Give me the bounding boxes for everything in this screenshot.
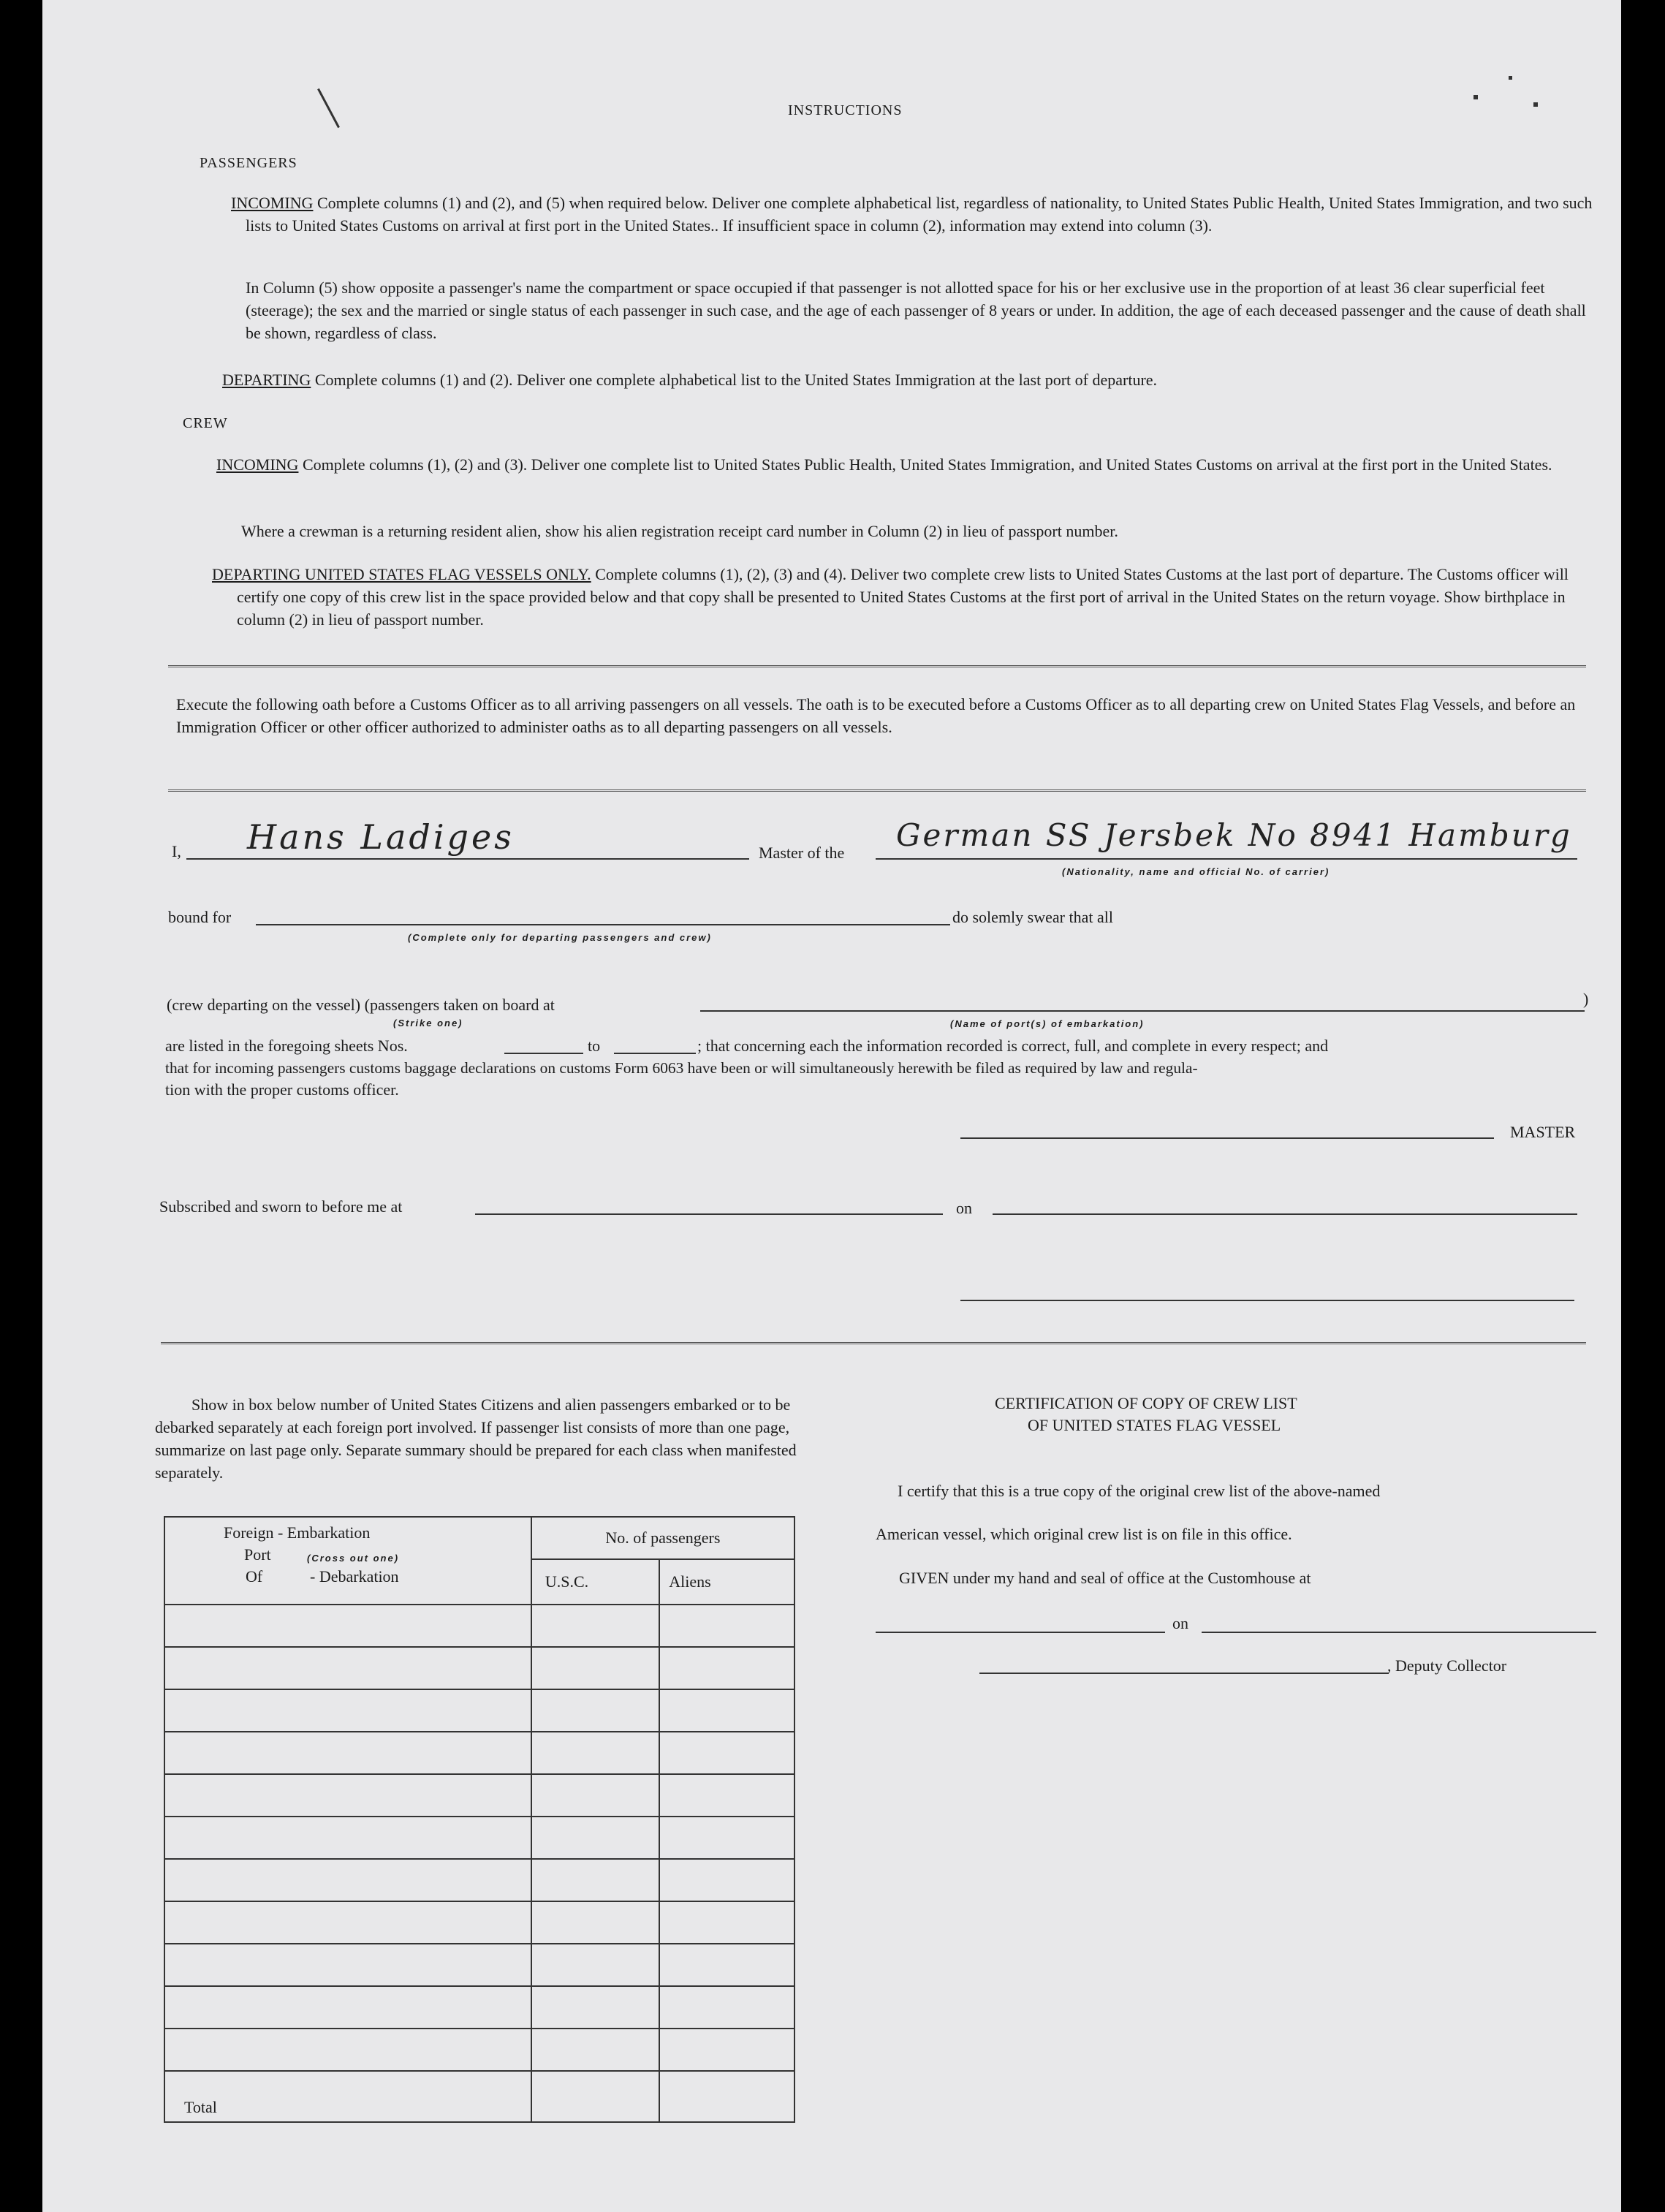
sheet-from-line	[504, 1053, 583, 1054]
listed-text-a: are listed in the foregoing sheets Nos.	[165, 1037, 408, 1055]
scan-mark	[1474, 95, 1478, 99]
officer-signature-line	[960, 1300, 1574, 1301]
subscribed-on-label: on	[956, 1199, 972, 1217]
customhouse-place-line	[876, 1632, 1165, 1633]
total-label: Total	[164, 2071, 531, 2122]
master-name-signature: Hans Ladiges	[247, 817, 515, 857]
crew-departing-label: (crew departing on the vessel) (passengers taken on board at	[167, 996, 555, 1014]
page-title: INSTRUCTIONS	[788, 102, 903, 118]
oath-i-label: I,	[172, 842, 181, 860]
table-row	[164, 1901, 794, 1944]
passengers-departing-paragraph	[222, 368, 1596, 391]
crew-incoming-text: Complete columns (1), (2) and (3). Deliver one complete list to United States Public Health, United States Immigration, and United States Customs on arrival at the first port in the United States.	[302, 455, 1552, 474]
scan-mark	[1533, 102, 1538, 107]
crew-incoming-label: INCOMING	[216, 455, 299, 474]
deputy-signature-line	[979, 1673, 1389, 1674]
col1-port: Port	[244, 1545, 271, 1564]
crew-incoming-paragraph	[216, 453, 1583, 476]
passengers-heading: PASSENGERS	[200, 155, 297, 171]
passengers-group-header: No. of passengers	[531, 1517, 794, 1559]
listed-text-b: ; that concerning each the information recorded is correct, full, and complete in every respect; and	[697, 1037, 1329, 1055]
document-page	[42, 0, 1621, 2212]
certification-date-line	[1202, 1632, 1596, 1633]
crew-heading: CREW	[183, 415, 228, 431]
scan-mark	[1509, 76, 1512, 80]
certification-text-1: I certify that this is a true copy of the original crew list of the above-named	[898, 1482, 1381, 1500]
section-divider	[168, 665, 1586, 667]
usc-header: U.S.C.	[531, 1559, 659, 1605]
col1-of: Of	[246, 1567, 263, 1586]
master-label: MASTER	[1510, 1123, 1576, 1141]
subscribed-place-line	[475, 1213, 943, 1215]
col1-debarkation: - Debarkation	[310, 1567, 399, 1586]
table-row	[164, 2029, 794, 2071]
total-row	[164, 2071, 794, 2122]
listed-text-d: tion with the proper customs officer.	[165, 1080, 399, 1099]
table-row	[164, 1944, 794, 1986]
passengers-departing-text: Complete columns (1) and (2). Deliver one complete alphabetical list to the United States Immigration at the last port of departure.	[314, 371, 1158, 389]
passenger-summary-table	[164, 1516, 795, 2123]
master-of-label: Master of the	[759, 844, 845, 862]
table-row	[164, 1817, 794, 1859]
crew-departing-paragraph	[212, 563, 1596, 631]
passengers-column5-paragraph: In Column (5) show opposite a passenger's name the compartment or space occupied if that passenger is not allotted space for his or her exclusive use in the proportion of at least 36 clear superficial feet (steerage); the sex and the married or single status of each passenger in such case, and the age of each passenger of 8 years or under. In addition, the age of each deceased passenger and the cause of death shall be shown, regardless of class.	[246, 279, 1586, 342]
crew-departing-label: DEPARTING UNITED STATES FLAG VESSELS ONLY.	[212, 565, 591, 583]
table-row	[164, 1647, 794, 1689]
passengers-incoming-label: INCOMING	[231, 194, 314, 212]
certification-on-label: on	[1172, 1614, 1188, 1632]
section-divider	[161, 1342, 1586, 1344]
port-caption: (Name of port(s) of embarkation)	[950, 1018, 1145, 1029]
table-row	[164, 1859, 794, 1901]
crew-departing-text: Complete columns (1), (2), (3) and (4). Deliver two complete crew lists to United States Customs at the last port of departure. The Customs officer will certify one copy of this crew list in the space provided below and that copy shall be presented to United States Customs at the first port of arrival in the United States on the return voyage. Show birthplace in column (2) in lieu of passport number.	[237, 565, 1569, 629]
master-signature-line	[960, 1137, 1494, 1139]
table-row	[164, 1689, 794, 1732]
subscribed-label: Subscribed and sworn to before me at	[159, 1197, 403, 1216]
summary-paragraph: Show in box below number of United States Citizens and alien passengers embarked or to be debarked separately at each foreign port involved. If passenger list consists of more than one page, summarize on last page only. Separate summary should be prepared for each class when manifested separately.	[155, 1395, 797, 1482]
bound-for-label: bound for	[168, 908, 232, 926]
subscribed-date-line	[993, 1213, 1577, 1215]
aliens-header: Aliens	[659, 1559, 794, 1605]
table-row	[164, 1986, 794, 2029]
passengers-incoming-paragraph	[231, 192, 1605, 237]
embarkation-port-line	[700, 1010, 1585, 1012]
crew-resident-text: Where a crewman is a returning resident alien, show his alien registration receipt card number in Column (2) in lieu of passport number.	[241, 522, 1118, 540]
table-row	[164, 1732, 794, 1774]
certification-heading-1: CERTIFICATION OF COPY OF CREW LIST	[995, 1394, 1297, 1412]
scan-mark	[317, 88, 340, 128]
deputy-collector-label: , Deputy Collector	[1387, 1656, 1507, 1675]
sheet-to-line	[614, 1053, 696, 1054]
passengers-incoming-text: Complete columns (1) and (2), and (5) when required below. Deliver one complete alphabetical list, regardless of nationality, to United States Public Health, United States Immigration, and two such lists to United States Customs on arrival at first port in the United States.. If insufficient space in column (2), information may extend into column (3).	[246, 194, 1593, 235]
vessel-line	[876, 858, 1577, 860]
certification-text-2: American vessel, which original crew list is on file in this office.	[876, 1525, 1292, 1543]
certification-text-3: GIVEN under my hand and seal of office at the Customhouse at	[899, 1569, 1311, 1587]
close-paren: )	[1583, 990, 1589, 1008]
master-name-line	[186, 858, 749, 860]
strike-caption: (Strike one)	[393, 1018, 463, 1029]
table-row	[164, 1774, 794, 1817]
oath-intro-paragraph: Execute the following oath before a Customs Officer as to all arriving passengers on all vessels. The oath is to be executed before a Customs Officer as to all departing crew on United States Flag Vessels, and before an Immigration Officer or other officer authorized to administer oaths as to all departing passengers on all vessels.	[176, 695, 1576, 736]
swear-text: do solemly swear that all	[952, 908, 1113, 926]
listed-to: to	[588, 1037, 601, 1055]
listed-text-c: that for incoming passengers customs baggage declarations on customs Form 6063 have been or will simultaneously herewith be filed as required by law and regula-	[165, 1059, 1198, 1077]
vessel-handwritten: German SS Jersbek No 8941 Hamburg	[896, 817, 1572, 853]
col1-caption: (Cross out one)	[307, 1553, 400, 1564]
col1-line1: Foreign - Embarkation	[224, 1523, 371, 1542]
passengers-departing-label: DEPARTING	[222, 371, 311, 389]
table-row	[164, 1605, 794, 1647]
certification-heading-2: OF UNITED STATES FLAG VESSEL	[1028, 1416, 1281, 1434]
bound-caption: (Complete only for departing passengers and crew)	[408, 932, 712, 943]
bound-for-line	[256, 924, 950, 925]
section-divider	[168, 789, 1586, 792]
port-column-header	[164, 1517, 531, 1605]
vessel-caption: (Nationality, name and official No. of carrier)	[1062, 866, 1330, 877]
